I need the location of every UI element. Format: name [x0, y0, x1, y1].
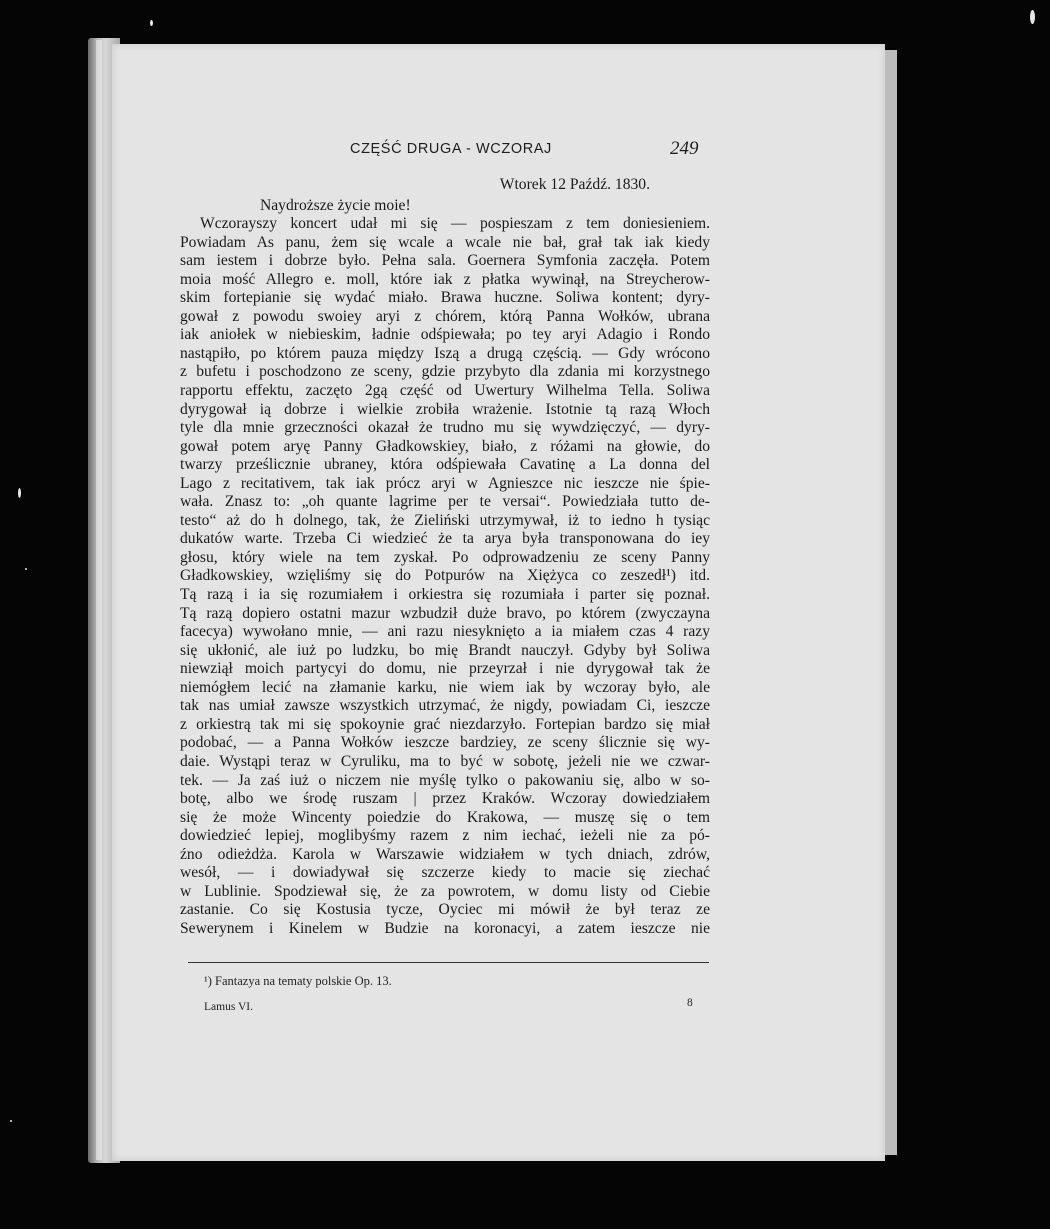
- text-line: rapportu effektu, zaczęto 2gą część od Uwertury Wilhelma Tella. Soliwa: [180, 382, 710, 400]
- text-line: botę, albo we środę ruszam | przez Kraków. Wczoray dowiedziałem: [180, 790, 710, 808]
- text-line: z bufetu i poschodzono ze sceny, gdzie przybyto dla zdania mi korzystnego: [180, 363, 710, 381]
- text-line: Lago z recitativem, tak iak prócz aryi w Agnieszce nic ieszcze nie śpie-: [180, 474, 710, 492]
- text-line: gował potem aryę Panny Gładkowskiey, biało, z różami na głowie, do: [180, 437, 710, 455]
- text-line: moia mość Allegro e. moll, które iak z płatka wywinął, na Streycherow-: [180, 270, 710, 288]
- text-line: wała. Znasz to: „oh quante lagrime per te versai“. Powiedziała tutto de-: [180, 493, 710, 511]
- text-line: źno odieżdża. Karola w Warszawie widziałem w tych dniach, zdrów,: [180, 845, 710, 863]
- text-line: Gładkowskiey, wzięliśmy się do Potpurów na Xiężyca co zeszedł¹) itd.: [180, 567, 710, 585]
- running-head: CZĘŚĆ DRUGA - WCZORAJ: [350, 141, 552, 157]
- text-line: tek. — Ja zaś iuż o niczem nie myślę tylko o pakowaniu się, albo w so-: [180, 771, 710, 789]
- page-edge-strip: [885, 50, 897, 1155]
- dust-speck: [25, 568, 27, 570]
- salutation: Naydroższe życie moie!: [260, 196, 411, 214]
- text-line: twarzy prześlicznie ubraney, która odśpiewała Cavatinę a La donna del: [180, 456, 710, 474]
- text-line: niemógłem lecić na złamanie karku, nie wiem iak by wczoray było, ale: [180, 678, 710, 696]
- text-line: podobać, — a Panna Wołków ieszcze bardziey, ze sceny ślicznie się wy-: [180, 734, 710, 752]
- dust-speck: [150, 20, 153, 26]
- text-line: daie. Wystąpi teraz w Cyruliku, ma to być w sobotę, jeżeli nie we czwar-: [180, 752, 710, 770]
- text-line: gował z powodu swoiey aryi z chórem, którą Panna Wołków, ubrana: [180, 307, 710, 325]
- text-line: Sewerynem i Kinelem w Budzie na koronacyi, a zatem ieszcze nie: [180, 919, 710, 937]
- text-line: skim fortepianie się wydać miało. Brawa huczne. Soliwa kontent; dyry-: [180, 289, 710, 307]
- text-line: Tą razą i ia się rozumiałem i orkiestra się rozumiała i parter się poznał.: [180, 586, 710, 604]
- footnote-rule: [188, 962, 709, 963]
- text-line: tyle dla mnie grzeczności okazał że trudno mu się wywdzięczyć, — dyry-: [180, 419, 710, 437]
- text-line: niewziął moich partycyi do domu, nie przeyrzał i nie dyrygował tak że: [180, 660, 710, 678]
- text-line: tak nas umiał zawsze wszystkich utrzymać, że nigdy, powiadam Ci, ieszcze: [180, 697, 710, 715]
- text-line: zastanie. Co się Kostusia tycze, Oyciec mi mówił że był teraz ze: [180, 901, 710, 919]
- book-page: [112, 44, 885, 1161]
- text-line: Wczorayszy koncert udał mi się — pospieszam z tem doniesieniem.: [200, 215, 710, 233]
- letter-body: [180, 176, 710, 938]
- footnote: ¹) Fantazya na tematy polskie Op. 13.: [204, 974, 392, 988]
- text-line: dowiedzieć lepiej, moglibyśmy razem z nim iechać, ieżeli nie za pó-: [180, 827, 710, 845]
- spine-highlight: [96, 40, 102, 1160]
- page-number: 249: [670, 138, 699, 159]
- text-line: w Lublinie. Spodziewał się, że za powrotem, w domu listy od Ciebie: [180, 882, 710, 900]
- text-line: się że może Wincenty poiedzie do Krakowa, — muszę się o tem: [180, 808, 710, 826]
- printer-signature: Lamus VI.: [204, 1001, 253, 1013]
- text-line: dukatów warte. Trzeba Ci wiedzieć że ta arya była transponowana do iey: [180, 530, 710, 548]
- text-line: się ukłonić, ale iuż po ludzku, bo mię Brandt nauczył. Gdyby był Soliwa: [180, 641, 710, 659]
- dust-speck: [1030, 10, 1035, 24]
- text-line: testo“ aż do h dolnego, tak, że Zieliński utrzymywał, iż to iedno h tysiąc: [180, 511, 710, 529]
- text-line: Tą razą dopiero ostatni mazur wzbudził duże bravo, po którem (zwyczayna: [180, 604, 710, 622]
- dust-speck: [10, 1120, 12, 1122]
- dust-speck: [18, 488, 21, 498]
- text-line: wesół, — i dowiadywał się szczerze kiedy to macie się ziechać: [180, 864, 710, 882]
- text-line: głosu, który wiele na tem zyskał. Po odprowadzeniu ze sceny Panny: [180, 548, 710, 566]
- text-line: facecya) wywołano mnie, — ani razu niesyknięto a ia miałem czas 4 razy: [180, 623, 710, 641]
- text-line: sam iestem i dobrze było. Pełna sala. Goernera Symfonia zaczęła. Potem: [180, 252, 710, 270]
- text-line: nastąpiło, po którem pauza między Iszą a drugą częścią. — Gdy wrócono: [180, 344, 710, 362]
- date-line: Wtorek 12 Paźdź. 1830.: [499, 176, 650, 193]
- text-line: Powiadam As panu, żem się wcale a wcale nie bał, grał tak iak kiedy: [180, 233, 710, 251]
- text-line: z orkiestrą tak mi się spokoynie grać niezdarzyło. Fortepian bardzo się miał: [180, 715, 710, 733]
- sheet-signature-number: 8: [687, 997, 693, 1009]
- text-line: dyrygował ią dobrze i wielkie zrobiła wrażenie. Istotnie tą razą Włoch: [180, 400, 710, 418]
- text-line: iak aniołek w niebieskim, ładnie odśpiewała; po tey aryi Adagio i Rondo: [180, 326, 710, 344]
